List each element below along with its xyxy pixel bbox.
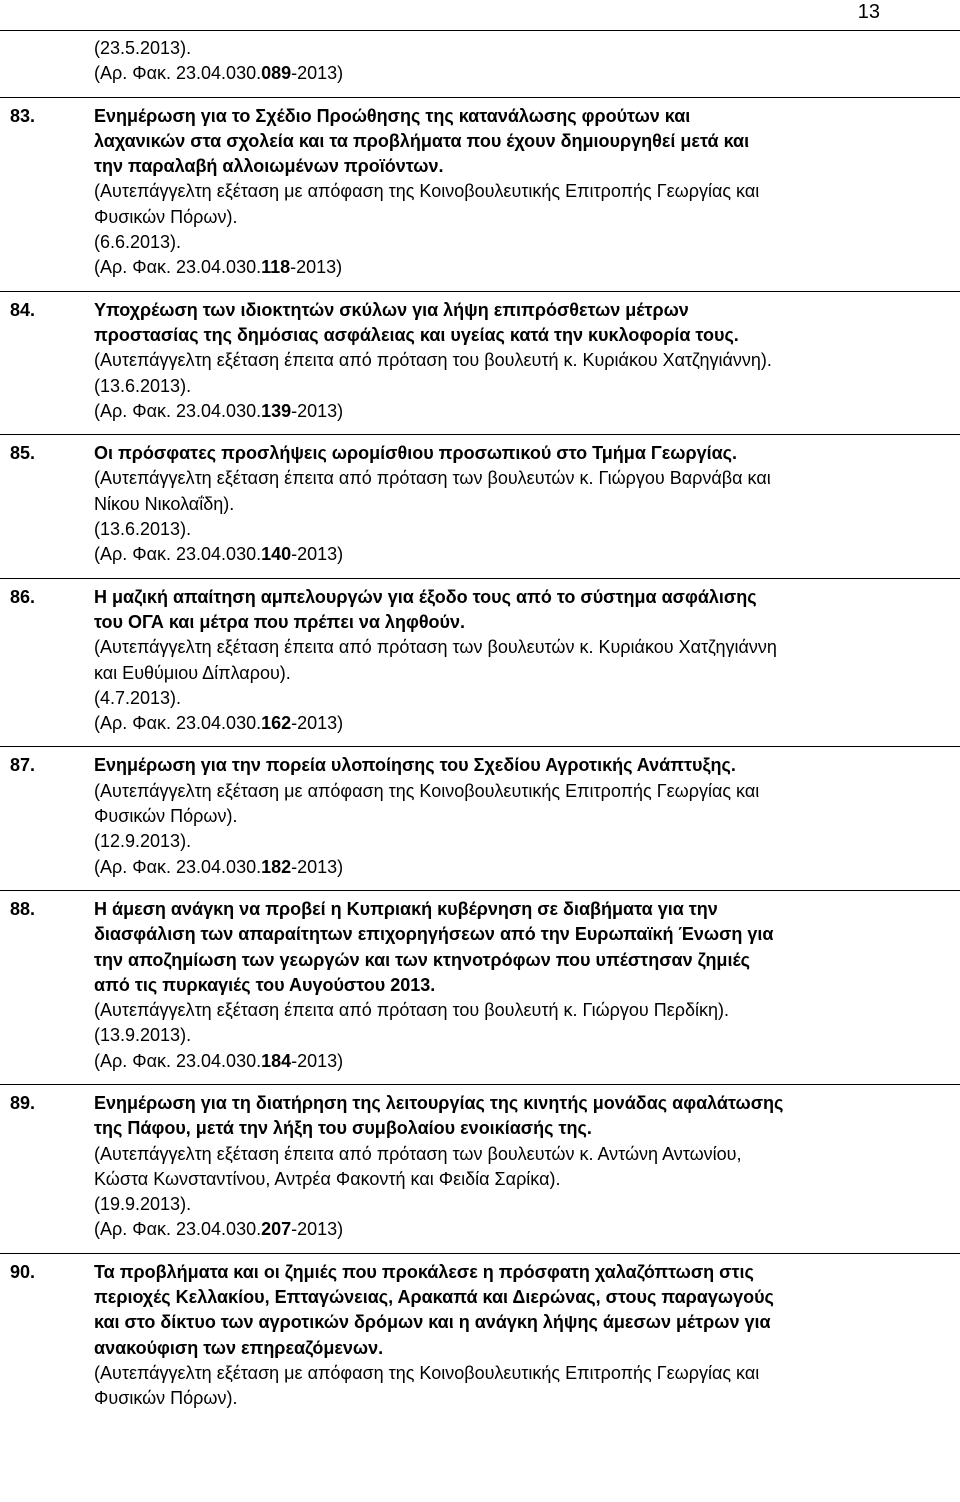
entry-description-line: (Αυτεπάγγελτη εξέταση έπειτα από πρόταση των βουλευτών κ. Γιώργου Βαρνάβα και bbox=[94, 468, 771, 489]
entry-title-line: του ΟΓΑ και μέτρα που πρέπει να ληφθούν. bbox=[94, 611, 466, 632]
entry-description-line: Φυσικών Πόρων). bbox=[94, 206, 238, 227]
entry-title-line: την αποζημίωση των γεωργών και των κτηνοτρόφων που υπέστησαν ζημιές bbox=[94, 949, 750, 970]
entry-title-line: περιοχές Κελλακίου, Επταγώνειας, Αρακαπά και Διερώνας, στους παραγωγούς bbox=[94, 1287, 774, 1308]
entry-body bbox=[94, 441, 944, 567]
entry-number: 90. bbox=[10, 1261, 36, 1282]
file-ref-number: 118 bbox=[261, 257, 291, 278]
file-ref-number: 182 bbox=[261, 856, 292, 877]
entry-description-line: Νίκου Νικολαΐδη). bbox=[94, 493, 235, 514]
entry-body bbox=[94, 1091, 944, 1243]
entry-body bbox=[94, 298, 944, 424]
agenda-entry bbox=[0, 890, 960, 1084]
entry-date: (6.6.2013). bbox=[94, 232, 182, 253]
entry-file-ref bbox=[94, 399, 944, 424]
entry-date: (13.6.2013). bbox=[94, 519, 192, 540]
file-ref-prefix: (Αρ. Φακ. 23.04.030. bbox=[94, 544, 262, 565]
agenda-entry bbox=[0, 97, 960, 291]
file-ref-suffix: -2013) bbox=[291, 63, 344, 84]
entry-date: (13.6.2013). bbox=[94, 375, 192, 396]
file-ref-prefix: (Αρ. Φακ. 23.04.030. bbox=[94, 856, 262, 877]
file-ref-prefix: (Αρ. Φακ. 23.04.030. bbox=[94, 400, 262, 421]
entry-title-line: Ενημέρωση για τη διατήρηση της λειτουργίας της κινητής μονάδας αφαλάτωσης bbox=[94, 1092, 784, 1113]
entry-title-line: Ενημέρωση για το Σχέδιο Προώθησης της κατανάλωσης φρούτων και bbox=[94, 105, 691, 126]
entry-description-line: και Ευθύμιου Δίπλαρου). bbox=[94, 662, 291, 683]
header-rule bbox=[0, 30, 960, 31]
file-ref-prefix: (Αρ. Φακ. 23.04.030. bbox=[94, 713, 262, 734]
entry-title-line: Τα προβλήματα και οι ζημιές που προκάλεσε η πρόσφατη χαλαζόπτωση στις bbox=[94, 1261, 754, 1282]
entry-description-line: (Αυτεπάγγελτη εξέταση με απόφαση της Κοινοβουλευτικής Επιτροπής Γεωργίας και bbox=[94, 780, 760, 801]
entry-number: 83. bbox=[10, 105, 36, 126]
entry-body bbox=[94, 36, 944, 87]
file-ref-prefix: (Αρ. Φακ. 23.04.030. bbox=[94, 1219, 262, 1240]
entry-description-line: (Αυτεπάγγελτη εξέταση με απόφαση της Κοινοβουλευτικής Επιτροπής Γεωργίας και bbox=[94, 181, 760, 202]
entry-title-line: από τις πυρκαγιές του Αυγούστου 2013. bbox=[94, 974, 436, 995]
page-number: 13 bbox=[857, 1, 880, 23]
entry-title-line: Υποχρέωση των ιδιοκτητών σκύλων για λήψη επιπρόσθετων μέτρων bbox=[94, 299, 689, 320]
entry-title-line: λαχανικών στα σχολεία και τα προβλήματα που έχουν δημιουργηθεί μετά και bbox=[94, 130, 750, 151]
entry-title-line: προστασίας της δημόσιας ασφάλειας και υγείας κατά την κυκλοφορία τους. bbox=[94, 324, 739, 345]
entry-title-line: ανακούφιση των επηρεαζόμενων. bbox=[94, 1337, 384, 1358]
file-ref-suffix: -2013) bbox=[291, 1219, 344, 1240]
entry-title-line: διασφάλιση των απαραίτητων επιχορηγήσεων από την Ευρωπαϊκή Ένωση για bbox=[94, 924, 774, 945]
file-ref-suffix: -2013) bbox=[290, 257, 343, 278]
entry-number: 86. bbox=[10, 586, 36, 607]
entry-title-line: Οι πρόσφατες προσλήψεις ωρομίσθιου προσωπικού στο Τμήμα Γεωργίας. bbox=[94, 443, 738, 464]
file-ref-suffix: -2013) bbox=[291, 713, 344, 734]
entry-file-ref bbox=[94, 711, 944, 736]
entry-date: (23.5.2013). bbox=[94, 38, 192, 58]
file-ref-number: 184 bbox=[261, 1050, 292, 1071]
entry-file-ref bbox=[94, 255, 944, 280]
agenda-entry-continued bbox=[0, 36, 960, 97]
agenda-list bbox=[0, 36, 960, 1422]
entry-file-ref bbox=[94, 855, 944, 880]
file-ref-number: 140 bbox=[261, 544, 292, 565]
entry-body bbox=[94, 104, 944, 281]
file-ref-number: 139 bbox=[261, 400, 292, 421]
file-ref-prefix: (Αρ. Φακ. 23.04.030. bbox=[94, 63, 262, 84]
entry-description-line: (Αυτεπάγγελτη εξέταση έπειτα από πρόταση του βουλευτή κ. Κυριάκου Χατζηγιάννη). bbox=[94, 350, 772, 371]
entry-description-line: (Αυτεπάγγελτη εξέταση με απόφαση της Κοινοβουλευτικής Επιτροπής Γεωργίας και bbox=[94, 1362, 760, 1383]
entry-date: (12.9.2013). bbox=[94, 831, 192, 852]
entry-file-ref bbox=[94, 1049, 944, 1074]
agenda-entries bbox=[0, 97, 960, 1422]
entry-file-ref bbox=[94, 1217, 944, 1242]
entry-description-line: (Αυτεπάγγελτη εξέταση έπειτα από πρόταση των βουλευτών κ. Αντώνη Αντωνίου, bbox=[94, 1143, 742, 1164]
file-ref-suffix: -2013) bbox=[291, 544, 344, 565]
entry-description-line: (Αυτεπάγγελτη εξέταση έπειτα από πρόταση των βουλευτών κ. Κυριάκου Χατζηγιάννη bbox=[94, 637, 777, 658]
file-ref-suffix: -2013) bbox=[291, 856, 344, 877]
entry-description-line: Κώστα Κωνσταντίνου, Αντρέα Φακοντή και Φειδία Σαρίκα). bbox=[94, 1168, 561, 1189]
entry-body bbox=[94, 1260, 944, 1412]
entry-title-line: Ενημέρωση για την πορεία υλοποίησης του Σχεδίου Αγροτικής Ανάπτυξης. bbox=[94, 755, 736, 776]
entry-title-line: της Πάφου, μετά την λήξη του συμβολαίου ενοικίασής της. bbox=[94, 1118, 592, 1139]
file-ref-suffix: -2013) bbox=[291, 1050, 344, 1071]
entry-body bbox=[94, 897, 944, 1074]
entry-file-ref bbox=[94, 61, 944, 86]
entry-description-line: Φυσικών Πόρων). bbox=[94, 1388, 238, 1409]
entry-title-line: την παραλαβή αλλοιωμένων προϊόντων. bbox=[94, 156, 444, 177]
entry-number: 84. bbox=[10, 299, 36, 320]
entry-body bbox=[94, 753, 944, 879]
entry-body bbox=[94, 585, 944, 737]
entry-number: 89. bbox=[10, 1092, 36, 1113]
entry-file-ref bbox=[94, 542, 944, 567]
entry-description-line: Φυσικών Πόρων). bbox=[94, 806, 238, 827]
agenda-entry bbox=[0, 1253, 960, 1422]
entry-date: (4.7.2013). bbox=[94, 687, 182, 708]
entry-title-line: και στο δίκτυο των αγροτικών δρόμων και η ανάγκη λήψης άμεσων μέτρων για bbox=[94, 1312, 771, 1333]
file-ref-number: 089 bbox=[261, 63, 292, 84]
entry-date: (13.9.2013). bbox=[94, 1025, 192, 1046]
entry-number: 85. bbox=[10, 443, 36, 464]
entry-number: 87. bbox=[10, 755, 36, 776]
file-ref-prefix: (Αρ. Φακ. 23.04.030. bbox=[94, 257, 262, 278]
file-ref-prefix: (Αρ. Φακ. 23.04.030. bbox=[94, 1050, 262, 1071]
file-ref-suffix: -2013) bbox=[291, 400, 344, 421]
agenda-entry bbox=[0, 578, 960, 747]
entry-title-line: Η μαζική απαίτηση αμπελουργών για έξοδο τους από το σύστημα ασφάλισης bbox=[94, 586, 757, 607]
entry-description-line: (Αυτεπάγγελτη εξέταση έπειτα από πρόταση του βουλευτή κ. Γιώργου Περδίκη). bbox=[94, 1000, 730, 1021]
agenda-entry bbox=[0, 434, 960, 577]
entry-title-line: Η άμεση ανάγκη να προβεί η Κυπριακή κυβέρνηση σε διαβήματα για την bbox=[94, 898, 718, 919]
entry-date: (19.9.2013). bbox=[94, 1194, 192, 1215]
agenda-entry bbox=[0, 1084, 960, 1253]
entry-number: 88. bbox=[10, 898, 36, 919]
file-ref-number: 162 bbox=[261, 713, 292, 734]
agenda-entry bbox=[0, 291, 960, 434]
file-ref-number: 207 bbox=[261, 1219, 292, 1240]
agenda-entry bbox=[0, 746, 960, 889]
